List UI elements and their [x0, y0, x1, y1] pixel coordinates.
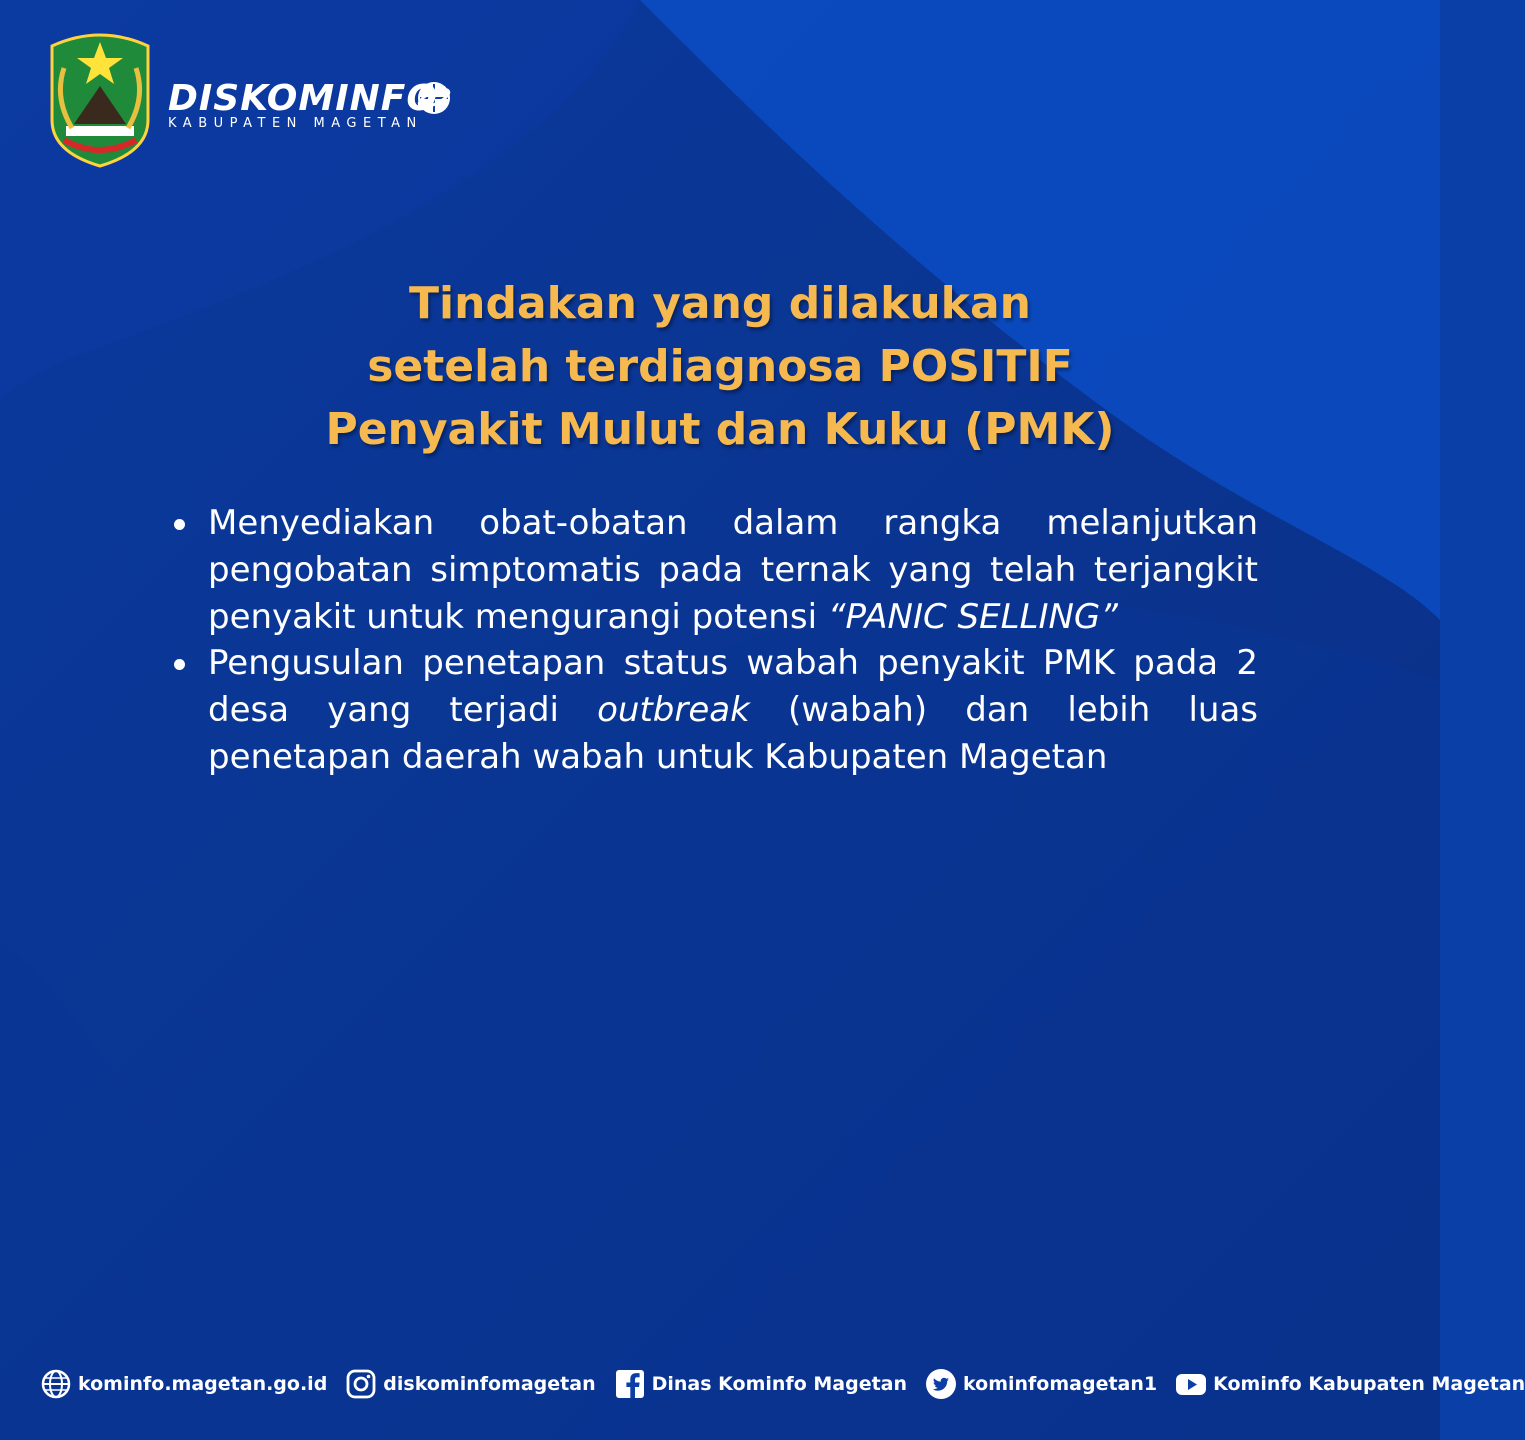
footer-website-label: kominfo.magetan.go.id	[78, 1373, 328, 1395]
list-item-text-after: (wabah) dan lebih luas penetapan daerah wabah untuk Kabupaten Magetan	[208, 690, 1258, 777]
list-item-emphasis: “PANIC SELLING”	[827, 596, 1118, 637]
footer-facebook-label: Dinas Kominfo Magetan	[651, 1373, 908, 1395]
list-item-emphasis: outbreak	[597, 690, 750, 731]
footer-facebook-link[interactable]	[614, 1368, 907, 1400]
footer-instagram-label: diskominfomagetan	[383, 1373, 596, 1395]
list-item-text: Pengusulan penetapan status wabah penyakit PMK pada 2 desa yang terjadi	[208, 643, 1258, 731]
list-item-text: Menyediakan obat-obatan dalam rangka melanjutkan pengobatan simptomatis pada ternak yang telah terjangkit penyakit untuk mengurangi potensi	[208, 503, 1258, 637]
action-list	[208, 500, 1258, 781]
youtube-icon	[1175, 1368, 1207, 1400]
title-line-1: Tindakan yang dilakukan	[409, 278, 1031, 329]
instagram-icon	[345, 1368, 377, 1400]
social-footer	[40, 1366, 1525, 1402]
facebook-icon	[614, 1368, 646, 1400]
footer-youtube-link[interactable]	[1175, 1368, 1525, 1400]
page-title	[180, 272, 1260, 461]
title-line-2: setelah terdiagnosa POSITIF	[367, 341, 1073, 392]
footer-twitter-link[interactable]	[925, 1368, 1157, 1400]
twitter-icon	[925, 1368, 957, 1400]
brand-name: DISKOMINFO	[168, 78, 438, 119]
globe-icon	[40, 1368, 72, 1400]
title-line-3: Penyakit Mulut dan Kuku (PMK)	[325, 404, 1115, 455]
footer-website-link[interactable]	[40, 1368, 327, 1400]
footer-youtube-label: Kominfo Kabupaten Magetan	[1213, 1373, 1525, 1395]
footer-twitter-label: kominfomagetan1	[963, 1373, 1158, 1395]
list-item	[208, 640, 1258, 780]
footer-instagram-link[interactable]	[345, 1368, 595, 1400]
list-item	[208, 500, 1258, 640]
brand-subtitle: KABUPATEN MAGETAN	[168, 116, 423, 131]
